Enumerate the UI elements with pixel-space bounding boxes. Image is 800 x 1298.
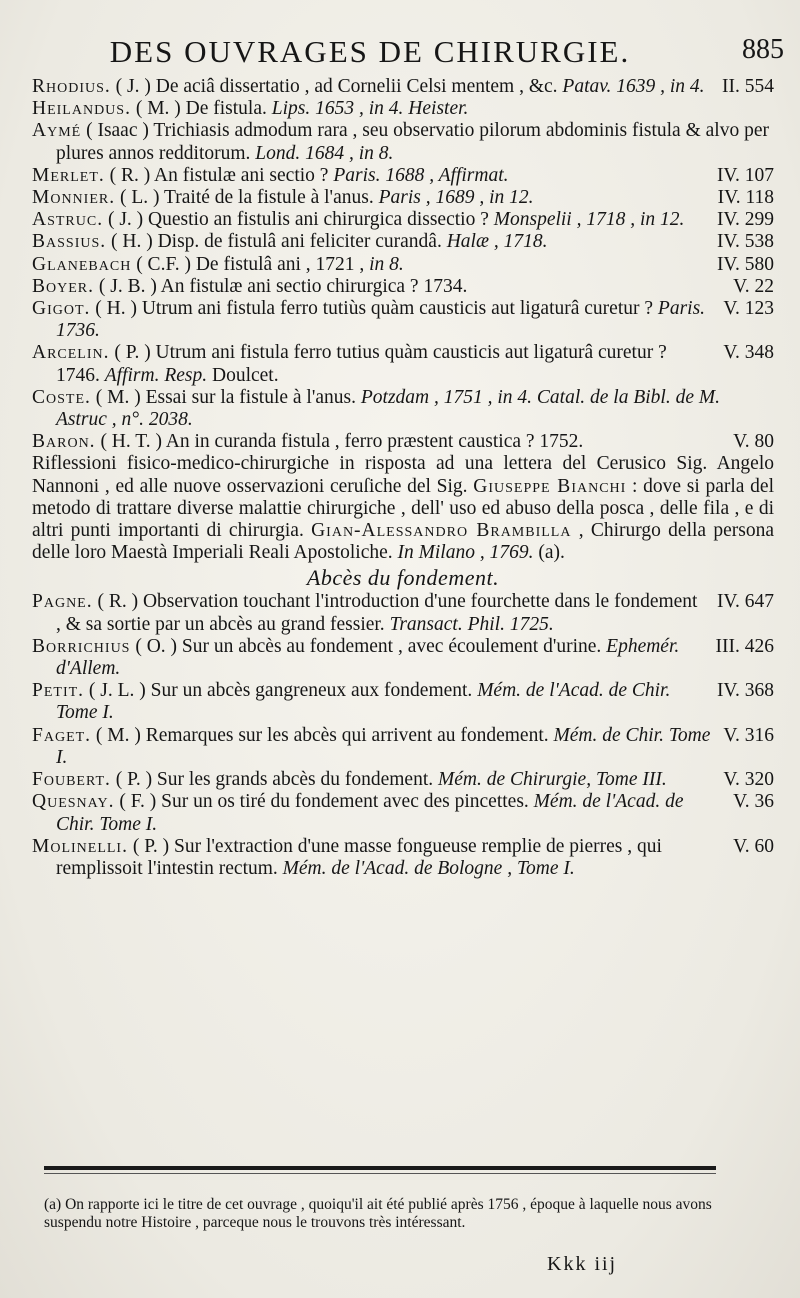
long-entry-part2: : dove si parla del metodo di trattare diverse malattie chirurgiche , dell' uso ed abuso della posca , delle fila , e di altri punti importanti di chirurgia. bbox=[32, 475, 774, 542]
entry-reference: V. 123 bbox=[723, 298, 774, 320]
entry-title: ( C.F. ) De fistulâ ani , 1721 , bbox=[131, 253, 370, 275]
entry-title: ( P. ) Sur l'extraction d'une masse fongueuse remplie de pierres , qui remplissoit l'intestin rectum. bbox=[56, 835, 662, 879]
entry-reference: III. 426 bbox=[715, 635, 774, 657]
signature-mark: Kkk iij bbox=[547, 1253, 618, 1275]
page-number: 885 bbox=[742, 34, 784, 65]
entry-author: Merlet. bbox=[32, 164, 105, 186]
entry-imprint: Patav. 1639 , in 4. bbox=[562, 76, 705, 97]
bibliography-entry bbox=[32, 298, 774, 342]
entry-reference: IV. 647 bbox=[716, 591, 774, 613]
bibliography-entry bbox=[32, 120, 774, 164]
entry-reference: IV. 107 bbox=[716, 164, 774, 186]
entry-title: ( L. ) Traité de la fistule à l'anus. bbox=[115, 187, 379, 209]
entry-title: ( R. ) Observation touchant l'introduction d'une fourchette dans le fondement , & sa sortie par un abcès au grand fessier. bbox=[56, 591, 698, 635]
bibliography-entry bbox=[32, 231, 774, 253]
entry-author: Rhodius. bbox=[32, 76, 111, 97]
entry-author: Borrichius bbox=[32, 635, 131, 657]
long-entry-imprint: In Milano , 1769. bbox=[397, 542, 534, 564]
entry-author: Coste. bbox=[32, 386, 91, 408]
entry-imprint: Ephemér. d'Allem. bbox=[56, 635, 680, 680]
entry-title: ( H. ) Disp. de fistulâ ani feliciter curandâ. bbox=[106, 231, 447, 253]
entry-reference: V. 80 bbox=[733, 431, 774, 453]
entry-reference: V. 316 bbox=[723, 724, 774, 746]
entry-title: ( Isaac ) Trichiasis admodum rara , seu observatio pilorum abdominis fistula & alvo per plures annos redditorum. bbox=[56, 120, 769, 164]
entry-reference: IV. 580 bbox=[716, 253, 774, 275]
entry-author: Monnier. bbox=[32, 187, 116, 209]
entry-title: ( H. T. ) An in curanda fistula , ferro præstent caustica ? 1752. bbox=[95, 431, 584, 453]
footnote-rule bbox=[44, 1166, 716, 1170]
entry-title: ( H. ) Utrum ani fistula ferro tutiùs quàm causticis aut ligaturâ curetur ? bbox=[90, 298, 658, 320]
entry-author: Arcelin. bbox=[32, 342, 110, 364]
entry-respondent: Doulcet. bbox=[207, 364, 279, 386]
entry-imprint: Mém. de Chir. Tome I. bbox=[56, 724, 711, 768]
running-header bbox=[0, 30, 800, 76]
entry-reference: IV. 538 bbox=[716, 231, 774, 253]
entry-imprint: Mém. de l'Acad. de Chir. Tome I. bbox=[56, 680, 671, 724]
entry-author: Foubert. bbox=[32, 769, 111, 791]
bibliography-entry bbox=[32, 836, 774, 880]
entry-title: ( F. ) Sur un os tiré du fondement avec des pincettes. bbox=[114, 791, 534, 813]
entry-imprint: Transact. Phil. 1725. bbox=[389, 613, 554, 635]
entry-title: ( J. ) Questio an fistulis ani chirurgica dissectio ? bbox=[103, 209, 494, 231]
bibliography-entry bbox=[32, 209, 774, 231]
entry-author: Bassius. bbox=[32, 231, 107, 253]
bibliography-entry bbox=[32, 636, 774, 680]
long-entry-author2: Gian-Alessandro Brambilla bbox=[311, 520, 572, 542]
long-entry-part1: Riflessioni fisico-medico-chirurgiche in risposta ad una lettera del Cerusico Sig. Angelo Nannoni , ed alle nuove osservazioni ceruſiche del Sig. bbox=[32, 453, 774, 497]
long-entry-author1: Giuseppe Bianchi bbox=[473, 475, 627, 497]
entry-title: ( O. ) Sur un abcès au fondement , avec écoulement d'urine. bbox=[130, 635, 607, 657]
entry-imprint: Mém. de l'Acad. de Bologne , Tome I. bbox=[282, 857, 575, 879]
entry-author: Quesnay. bbox=[32, 791, 115, 813]
entry-author: Glanebach bbox=[32, 253, 132, 275]
entry-reference: IV. 368 bbox=[716, 680, 774, 702]
section-title: Abcès du fondement. bbox=[306, 565, 500, 591]
bibliography-entry bbox=[32, 276, 774, 298]
entry-imprint: Halæ , 1718. bbox=[446, 231, 548, 253]
entry-title: ( J. B. ) An fistulæ ani sectio chirurgica ? 1734. bbox=[94, 275, 468, 297]
entry-imprint: Mém. de l'Acad. de Chir. Tome I. bbox=[56, 791, 684, 835]
entry-reference: V. 36 bbox=[733, 791, 774, 813]
bibliography-entry bbox=[32, 98, 774, 120]
entry-title: ( P. ) Sur les grands abcès du fondement. bbox=[110, 769, 438, 791]
bibliography-entry bbox=[32, 769, 774, 791]
entry-imprint: Paris , 1689 , in 12. bbox=[378, 187, 534, 209]
entry-imprint: Monspelii , 1718 , in 12. bbox=[493, 209, 685, 231]
entry-title: ( R. ) An fistulæ ani sectio ? bbox=[104, 164, 334, 186]
entry-author: Pagne. bbox=[32, 591, 93, 613]
bibliography-entry bbox=[32, 342, 774, 386]
entry-title: ( J. L. ) Sur un abcès gangreneux aux fondement. bbox=[84, 680, 478, 702]
entry-author: Faget. bbox=[32, 724, 92, 746]
entry-imprint: Affirm. Resp. bbox=[104, 364, 208, 386]
bibliography-entry bbox=[32, 187, 774, 209]
entry-author: Boyer. bbox=[32, 275, 94, 297]
entry-author: Heilandus. bbox=[32, 98, 131, 120]
entry-author: Baron. bbox=[32, 431, 96, 453]
entry-reference: V. 22 bbox=[733, 275, 774, 297]
bibliography-entry bbox=[32, 791, 774, 835]
entry-reference: V. 348 bbox=[723, 342, 774, 364]
entry-author: Gigot. bbox=[32, 298, 91, 320]
entry-title: ( P. ) Utrum ani fistula ferro tutius quàm causticis aut ligaturâ curetur ? 1746. bbox=[56, 342, 667, 386]
entry-imprint: Lond. 1684 , in 8. bbox=[255, 142, 394, 164]
entry-imprint: Mém. de Chirurgie, Tome III. bbox=[438, 769, 667, 791]
entries-list bbox=[32, 76, 774, 453]
entry-imprint: Paris. 1736. bbox=[56, 298, 706, 342]
bibliography-entry bbox=[32, 680, 774, 724]
entry-title: ( M. ) Essai sur la fistule à l'anus. bbox=[90, 386, 361, 408]
bibliography-text bbox=[32, 76, 774, 880]
entry-title: ( M. ) De fistula. bbox=[130, 98, 272, 120]
entries-list-2 bbox=[32, 591, 774, 880]
entry-author: Astruc. bbox=[32, 209, 104, 231]
footnote: (a) On rapporte ici le titre de cet ouvrage , quoiqu'il ait été publié après 1756 , époque à laquelle nous avons suspendu notre Histoire , parceque nous le trouvons très intéressant. bbox=[44, 1196, 712, 1231]
entry-reference: IV. 299 bbox=[716, 209, 774, 231]
long-entry-note: (a). bbox=[533, 542, 565, 564]
bibliography-entry bbox=[32, 165, 774, 187]
entry-imprint: Paris. 1688 , Affirmat. bbox=[333, 164, 509, 186]
entry-reference: V. 60 bbox=[733, 835, 774, 857]
entry-title: ( M. ) Remarques sur les abcès qui arrivent au fondement. bbox=[91, 724, 554, 746]
bibliography-entry bbox=[32, 725, 774, 769]
entry-imprint: in 8. bbox=[369, 253, 404, 275]
entry-reference: V. 320 bbox=[723, 769, 774, 791]
footnote-rule-thin bbox=[44, 1173, 716, 1174]
entry-author: Petit. bbox=[32, 680, 85, 702]
long-entry bbox=[32, 453, 774, 564]
bibliography-entry bbox=[32, 431, 774, 453]
bibliography-entry bbox=[32, 387, 774, 431]
entry-reference: IV. 118 bbox=[717, 187, 774, 209]
entry-title: ( J. ) De aciâ dissertatio , ad Cornelii Celsi mentem , &c. bbox=[110, 76, 563, 97]
bibliography-entry bbox=[32, 591, 774, 635]
entry-author: Molinelli. bbox=[32, 835, 128, 857]
bibliography-entry bbox=[32, 76, 774, 98]
entry-author: Aymé bbox=[32, 120, 82, 142]
long-entry-part3: , Chirurgo della persona delle loro Maestà Imperiali Reali Apostoliche. bbox=[32, 520, 774, 564]
entry-imprint: Lips. 1653 , in 4. Heister. bbox=[271, 98, 469, 120]
entry-imprint: Potzdam , 1751 , in 4. Catal. de la Bibl. de M. Astruc , n°. 2038. bbox=[56, 386, 720, 431]
entry-reference: II. 554 bbox=[722, 76, 774, 97]
header-title: DES OUVRAGES DE CHIRURGIE. bbox=[109, 34, 631, 69]
bibliography-entry bbox=[32, 254, 774, 276]
